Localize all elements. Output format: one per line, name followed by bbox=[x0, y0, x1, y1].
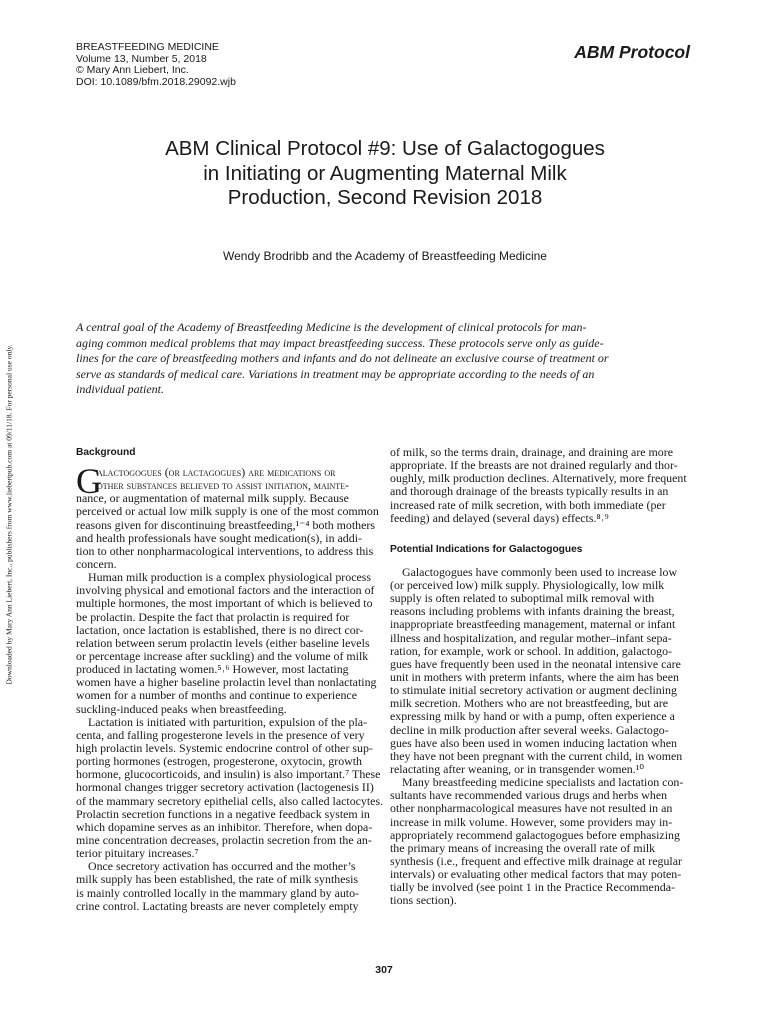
text-line: alactogogues (or lactagogues) are medications or bbox=[97, 465, 336, 479]
text-line: feeding) and delayed (several days) effects.⁸˒⁹ bbox=[390, 510, 609, 525]
text-line: women for a number of months and continue to experience bbox=[76, 688, 357, 703]
text-line: and thorough drainage of the breasts typically results in an bbox=[390, 484, 669, 499]
left-column bbox=[76, 446, 384, 913]
section-heading-background: Background bbox=[76, 447, 136, 458]
text-line: concern. bbox=[76, 556, 117, 571]
journal-info bbox=[76, 42, 236, 88]
download-notice: Downloaded by Mary Ann Liebert, Inc., publishers from www.liebertpub.com at 09/11/18. For personal use only. bbox=[4, 344, 14, 685]
text-line: mine concentration decreases, prolactin secretion from the an- bbox=[76, 832, 372, 847]
section-label: ABM Protocol bbox=[574, 42, 690, 62]
text-line: milk secretion. Mothers who are not breastfeeding, but are bbox=[390, 696, 669, 711]
text-line: the primary means of increasing the overall rate of milk bbox=[390, 840, 656, 855]
text-line: supply is often related to suboptimal milk removal with bbox=[390, 591, 655, 606]
text-line: ration, for example, work or school. In addition, galactogo- bbox=[390, 643, 672, 658]
text-line: unit in mothers with preterm infants, where the aim has been bbox=[390, 669, 679, 684]
text-line: suckling-induced peaks when breastfeeding. bbox=[76, 701, 287, 716]
abstract-line: A central goal of the Academy of Breastfeeding Medicine is the development of clinical protocols for man- bbox=[76, 320, 587, 334]
text-line: Lactation is initiated with parturition, expulsion of the pla- bbox=[88, 714, 368, 729]
text-line: tially be involved (see point 1 in the Practice Recommenda- bbox=[390, 880, 675, 895]
text-line: hormonal changes trigger secretory activation (lactogenesis II) bbox=[76, 780, 374, 795]
text-line: gues have also been used in women inducing lactation when bbox=[390, 735, 677, 750]
text-line: sultants have recommended various drugs and herbs when bbox=[390, 788, 668, 803]
abstract-line: aging common medical problems that may impact breastfeeding success. These protocols serve only as guide- bbox=[76, 335, 604, 350]
text-line: other nonpharmacological measures have not resulted in an bbox=[390, 801, 673, 816]
text-line: expressing milk by hand or with a pump, often experience a bbox=[390, 709, 675, 724]
text-line: and health professionals have sought medication(s), in addi- bbox=[76, 530, 362, 545]
text-line: of milk, so the terms drain, drainage, and draining are more bbox=[390, 445, 673, 459]
text-line: decline in milk production after several weeks. Galactogo- bbox=[390, 722, 669, 737]
text-line: hormone, glucocorticoids, and insulin) is also important.⁷ These bbox=[76, 767, 381, 782]
text-line: increased rate of milk secretion, with both immediate (per bbox=[390, 497, 666, 512]
text-line: Once secretory activation has occurred and the mother’s bbox=[88, 859, 356, 874]
text-line: appropriate. If the breasts are not drained regularly and thor- bbox=[390, 458, 678, 473]
text-line: increase in milk volume. However, some providers may in- bbox=[390, 814, 673, 829]
journal-line: DOI: 10.1089/bfm.2018.29092.wjb bbox=[76, 75, 236, 88]
journal-line: © Mary Ann Liebert, Inc. bbox=[76, 64, 189, 76]
text-line: produced in lactating women.⁵˒⁶ However, most lactating bbox=[76, 662, 349, 677]
text-line: high prolactin levels. Systemic endocrine control of other sup- bbox=[76, 740, 373, 755]
text-line: centa, and falling progesterone levels in the presence of very bbox=[76, 727, 365, 742]
text-line: gues have frequently been used in the neonatal intensive care bbox=[390, 656, 681, 671]
authors: Wendy Brodribb and the Academy of Breastfeeding Medicine bbox=[223, 249, 547, 263]
text-line: terior pituitary increases.⁷ bbox=[76, 846, 199, 861]
abstract-line: individual patient. bbox=[76, 382, 164, 397]
journal-line: BREASTFEEDING MEDICINE bbox=[76, 41, 219, 53]
text-line: other substances believed to assist initiation, mainte- bbox=[97, 478, 349, 493]
text-line: relactating after weaning, or in transgender women.¹⁰ bbox=[390, 761, 644, 776]
text-line: tion to other nonpharmacological interventions, to address this bbox=[76, 543, 374, 558]
text-line: inappropriate breastfeeding management, maternal or infant bbox=[390, 617, 676, 632]
title-line: Production, Second Revision 2018 bbox=[227, 186, 543, 209]
right-column bbox=[390, 446, 690, 908]
text-line: which dopamine serves as an inhibitor. Therefore, when dopa- bbox=[76, 819, 373, 834]
text-line: relation between serum prolactin levels (either baseline levels bbox=[76, 635, 370, 650]
text-line: reasons including problems with infants draining the breast, bbox=[390, 604, 675, 619]
article-title bbox=[90, 137, 680, 211]
abstract bbox=[76, 320, 690, 398]
text-line: multiple hormones, the most important of which is believed to bbox=[76, 596, 373, 611]
text-line: Galactogogues have commonly been used to increase low bbox=[402, 564, 678, 579]
text-line: reasons given for discontinuing breastfeeding,¹⁻⁴ both mothers bbox=[76, 517, 375, 532]
text-line: Prolactin secretion functions in a negative feedback system in bbox=[76, 806, 370, 821]
text-line: intervals) or evaluating other medical factors that may poten- bbox=[390, 867, 682, 882]
text-line: they have not been pregnant with the current child, in women bbox=[390, 748, 683, 763]
text-line: (or perceived low) milk supply. Physiologically, low milk bbox=[390, 577, 665, 592]
text-line: Many breastfeeding medicine specialists and lactation con- bbox=[402, 775, 684, 790]
abstract-line: serve as standards of medical care. Variations in treatment may be appropriate according to the needs of an bbox=[76, 366, 595, 381]
journal-line: Volume 13, Number 5, 2018 bbox=[76, 52, 207, 65]
text-line: to stimulate initial secretory activation or augment declining bbox=[390, 683, 677, 698]
text-line: of the mammary secretory epithelial cells, also called lactocytes. bbox=[76, 793, 384, 808]
text-line: porting hormones (estrogen, progesterone, oxytocin, growth bbox=[76, 754, 362, 769]
text-line: crine control. Lactating breasts are never completely empty bbox=[76, 898, 359, 913]
text-line: lactation, once lactation is established, there is no direct cor- bbox=[76, 622, 364, 637]
text-line: is mainly controlled locally in the mammary gland by auto- bbox=[76, 885, 359, 900]
text-line: Human milk production is a complex physiological process bbox=[88, 570, 372, 585]
text-line: tions section). bbox=[390, 893, 457, 908]
section-heading-indications: Potential Indications for Galactogogues bbox=[390, 543, 583, 555]
text-line: synthesis (i.e., frequent and effective milk drainage at regular bbox=[390, 853, 682, 868]
title-line: ABM Clinical Protocol #9: Use of Galactogogues bbox=[165, 137, 605, 160]
text-line: be prolactin. Despite the fact that prolactin is required for bbox=[76, 609, 350, 624]
text-line: or percentage increase after suckling) and the volume of milk bbox=[76, 648, 369, 663]
text-line: oughly, milk production declines. Alternatively, more frequent bbox=[390, 471, 687, 486]
text-line: involving physical and emotional factors and the interaction of bbox=[76, 583, 375, 598]
text-line: nance, or augmentation of maternal milk supply. Because bbox=[76, 491, 349, 506]
text-line: women have a higher baseline prolactin level than nonlactating bbox=[76, 675, 377, 690]
page-number: 307 bbox=[375, 964, 393, 976]
title-line: in Initiating or Augmenting Maternal Milk bbox=[203, 161, 567, 185]
dropcap-letter: G bbox=[76, 461, 102, 501]
abstract-line: lines for the care of breastfeeding mothers and infants and do not delineate an exclusive course of treatment or bbox=[76, 351, 609, 366]
text-line: illness and hospitalization, and regular mother–infant sepa- bbox=[390, 630, 672, 645]
text-line: milk supply has been established, the rate of milk synthesis bbox=[76, 872, 359, 887]
text-line: perceived or actual low milk supply is one of the most common bbox=[76, 504, 379, 519]
text-line: appropriately recommend galactogogues before emphasizing bbox=[390, 827, 680, 842]
